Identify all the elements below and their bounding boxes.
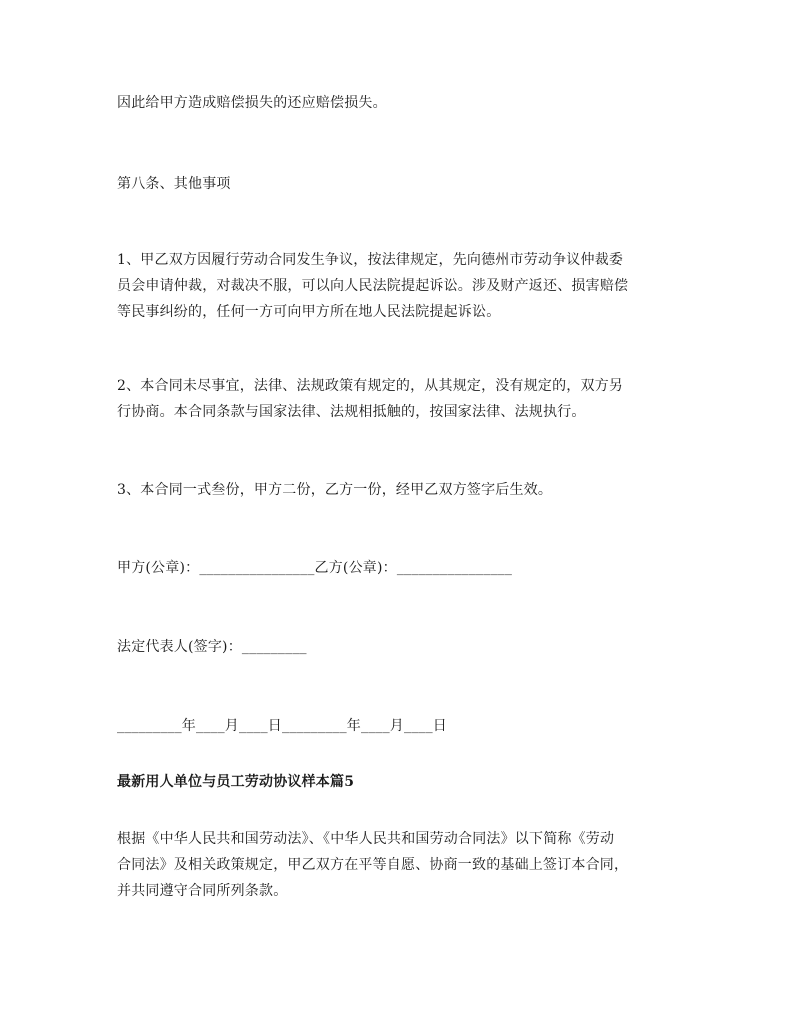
clause-2-line-1: 2、本合同未尽事宜，法律、法规政策有规定的，从其规定，没有规定的，双方另 (117, 378, 624, 394)
clause-1-line-2: 员会申请仲裁，对裁决不服，可以向人民法院提起诉讼。涉及财产返还、损害赔偿 (117, 278, 629, 294)
intro-paragraph (117, 826, 683, 904)
date-line: _________年____月____日_________年____月____日 (117, 718, 447, 734)
paragraph-compensation: 因此给甲方造成赔偿损失的还应赔偿损失。 (117, 95, 387, 111)
intro-line-3: 并共同遵守合同所列条款。 (117, 883, 288, 899)
clause-1-line-1: 1、甲乙双方因履行劳动合同发生争议，按法律规定，先向德州市劳动争议仲裁委 (117, 252, 624, 268)
next-agreement-title: 最新用人单位与员工劳动协议样本篇5 (117, 774, 355, 790)
legal-representative-line: 法定代表人(签字)：_________ (117, 639, 307, 655)
intro-line-2: 合同法》及相关政策规定，甲乙双方在平等自愿、协商一致的基础上签订本合同， (117, 857, 629, 873)
clause-1-line-3: 等民事纠纷的，任何一方可向甲方所在地人民法院提起诉讼。 (117, 304, 501, 320)
clause-1 (117, 247, 683, 325)
intro-line-1: 根据《中华人民共和国劳动法》、《中华人民共和国劳动合同法》以下简称《劳动 (117, 831, 615, 847)
clause-2 (117, 373, 683, 425)
signature-line: 甲方(公章)：________________乙方(公章)：________________ (117, 560, 513, 576)
section-8-title: 第八条、其他事项 (117, 176, 231, 192)
clause-2-line-2: 行协商。本合同条款与国家法律、法规相抵触的，按国家法律、法规执行。 (117, 404, 586, 420)
clause-3: 3、本合同一式叁份，甲方二份，乙方一份，经甲乙双方签字后生效。 (117, 482, 553, 498)
